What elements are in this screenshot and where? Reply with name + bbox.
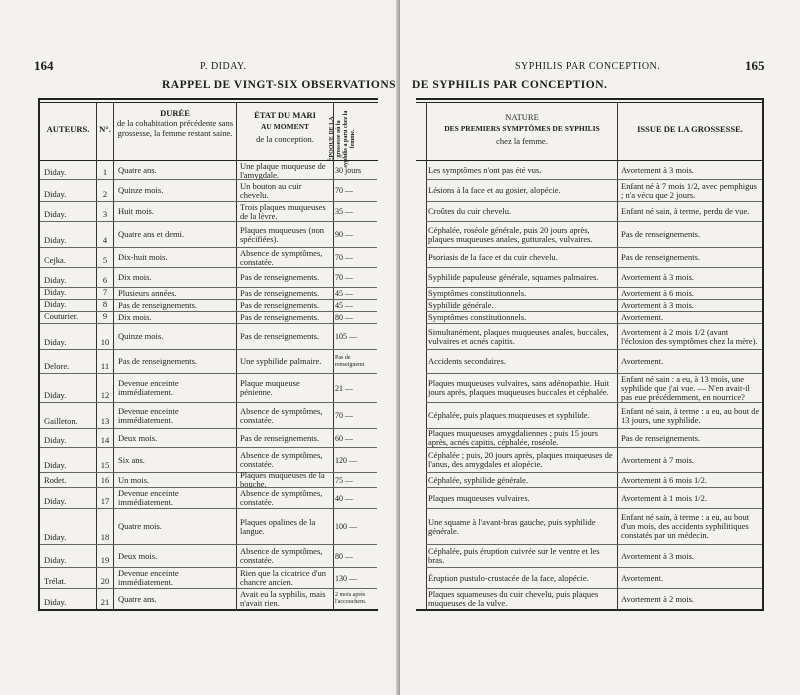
- cell-nature: Croûtes du cuir chevelu.: [428, 206, 512, 216]
- cell-etat: Absence de symptômes, constatée.: [240, 450, 323, 469]
- cell-nature: Céphalée, syphilide générale.: [428, 474, 529, 485]
- table-row-divider: [426, 267, 762, 268]
- cell-nature: Psoriasis de la face et du cuir chevelu.: [428, 252, 558, 262]
- table-row-divider: [40, 267, 377, 268]
- table-row-divider: [426, 247, 762, 248]
- top-rule-left: [38, 98, 378, 100]
- table-row-divider: [426, 472, 762, 473]
- cell-etat: Plaque muqueuse pénienne.: [240, 378, 300, 397]
- cell-duree: Pas de renseignements.: [118, 356, 198, 366]
- table-row-divider: [40, 447, 377, 448]
- cell-etat: Pas de renseignements.: [240, 432, 320, 443]
- header-etat-title: ÉTAT DU MARI: [254, 110, 316, 120]
- table-row-divider: [40, 323, 377, 324]
- cell-nature: Lésions à la face et au gosier, alopécie.: [428, 185, 561, 195]
- cell-numero: 14: [100, 435, 110, 445]
- cell-issue: Avortement à 2 mois 1/2 (avant l'éclosion des symptômes chez la mère).: [621, 326, 758, 346]
- table-row-divider: [40, 373, 377, 374]
- cell-duree: Deux mois.: [118, 550, 158, 561]
- table-row-divider: [426, 221, 762, 222]
- cell-duree: Devenue enceinte immédiatement.: [118, 488, 179, 507]
- cell-epoque: 70 —: [335, 186, 353, 195]
- cell-issue: Avortement.: [621, 312, 664, 322]
- cell-auteur: Diday.: [44, 209, 67, 219]
- cell-nature: Une squame à l'avant-bras gauche, puis syphilide générale.: [428, 516, 596, 536]
- cell-etat: Un bouton au cuir chevelu.: [240, 180, 302, 200]
- cell-nature: Plaques muqueuses vulvaires, sans adénopathie. Huit jours après, plaques muqueuses buccales et céphalée.: [428, 378, 610, 397]
- cell-issue: Avortement à 3 mois.: [621, 550, 695, 561]
- cell-auteur: Diday.: [44, 167, 67, 177]
- cell-auteur: Diday.: [44, 496, 67, 506]
- cell-epoque: 70 —: [335, 253, 353, 262]
- cell-etat: Pas de renseignements.: [240, 288, 320, 298]
- cell-auteur: Delore.: [44, 361, 70, 371]
- cell-epoque: 100 —: [335, 522, 357, 531]
- cell-numero: 19: [100, 555, 110, 565]
- cell-auteur: Diday.: [44, 597, 67, 607]
- cell-numero: 5: [102, 255, 108, 265]
- left-border: [38, 98, 40, 610]
- cell-auteur: Gailleton.: [44, 416, 78, 426]
- cell-epoque: 45 —: [335, 301, 353, 310]
- cell-numero: 15: [100, 460, 110, 470]
- header-bottom-rule-right: [416, 160, 764, 161]
- table-row-divider: [426, 544, 762, 545]
- cell-numero: 7: [102, 287, 108, 297]
- cell-epoque: 45 —: [335, 289, 353, 298]
- cell-nature: Accidents secondaires.: [428, 356, 506, 366]
- table-row-divider: [40, 588, 377, 589]
- cell-etat: Pas de renseignements.: [240, 272, 320, 282]
- table-row-divider: [426, 447, 762, 448]
- cell-issue: Avortement à 1 mois 1/2.: [621, 492, 708, 503]
- header-epoque: ÉPOQUE DE LA grossesse où la syphilis a paru chez la femme.: [329, 110, 356, 168]
- running-head-left: P. DIDAY.: [200, 61, 247, 72]
- cell-issue: Avortement à 2 mois.: [621, 593, 695, 604]
- cell-auteur: Diday.: [44, 460, 67, 470]
- cell-etat: Une plaque muqueuse de l'amygdale.: [240, 160, 326, 180]
- cell-nature: Simultanément, plaques muqueuses anales, buccales, vulvaires et acnés capitis.: [428, 326, 609, 346]
- cell-nature: Céphalée, roséole générale, puis 20 jours après, plaques muqueuses anales, gutturales, vulvaires.: [428, 224, 593, 244]
- cell-epoque: 90 —: [335, 230, 353, 239]
- page-number-right: 165: [745, 58, 765, 73]
- cell-epoque: 70 —: [335, 411, 353, 420]
- header-nature-title: NATURE: [505, 112, 539, 122]
- cell-epoque: 80 —: [335, 313, 353, 322]
- cell-duree: Quatre ans.: [118, 593, 157, 604]
- cell-numero: 8: [102, 299, 108, 309]
- cell-issue: Enfant né sain, à terme, perdu de vue.: [621, 206, 750, 216]
- cell-etat: Pas de renseignements.: [240, 312, 320, 322]
- cell-epoque: 80 —: [335, 551, 353, 561]
- cell-duree: Quatre mois.: [118, 521, 162, 531]
- cell-duree: Plusieurs années.: [118, 288, 177, 298]
- cell-auteur: Diday.: [44, 235, 67, 245]
- page-number-left: 164: [34, 58, 54, 73]
- header-issue: ISSUE DE LA GROSSESSE.: [637, 124, 743, 134]
- top-rule-left-2: [38, 102, 378, 103]
- cell-nature: Syphilide générale.: [428, 300, 494, 310]
- cell-auteur: Diday.: [44, 299, 67, 309]
- cell-nature: Éruption pustulo-crustacée de la face, alopécie.: [428, 572, 589, 583]
- cell-duree: Huit mois.: [118, 206, 154, 216]
- cell-nature: Plaques muqueuses amygdaliennes ; puis 15 jours après, acnés capitis, céphalée, roséole.: [428, 428, 598, 447]
- cell-numero: 3: [102, 209, 108, 219]
- cell-duree: Devenue enceinte immédiatement.: [118, 568, 179, 587]
- table-row-divider: [40, 179, 377, 180]
- cell-numero: 16: [100, 475, 110, 485]
- table-row-divider: [40, 508, 377, 509]
- cell-numero: 12: [100, 390, 110, 400]
- cell-auteur: Diday.: [44, 189, 67, 199]
- cell-epoque: Pas de renseignemt: [335, 354, 365, 368]
- cell-duree: Devenue enceinte immédiatement.: [118, 378, 179, 397]
- cell-issue: Avortement à 3 mois.: [621, 272, 695, 282]
- table-row-divider: [40, 487, 377, 488]
- cell-issue: Enfant né sain : a eu, à 13 mois, une syphilide que j'ai vue. — N'en avait-il pas eue précédemment, en nourrice?: [621, 373, 750, 402]
- table-row-divider: [426, 323, 762, 324]
- cell-epoque: 60 —: [335, 433, 353, 443]
- cell-duree: Dix mois.: [118, 312, 152, 322]
- cell-nature: Céphalée, puis éruption cuivrée sur le ventre et les bras.: [428, 546, 600, 565]
- header-duree-desc: de la cohabitation précédente sans grossesse, la femme restant saine.: [116, 118, 234, 138]
- cell-numero: 2: [102, 189, 108, 199]
- cell-issue: Enfant né sain, à terme : a eu, au bout de 13 jours, une syphilide.: [621, 405, 760, 425]
- table-row-divider: [426, 179, 762, 180]
- cell-issue: Avortement.: [621, 356, 664, 366]
- cell-etat: Rien que la cicatrice d'un chancre ancien.: [240, 568, 327, 587]
- cell-auteur: Diday.: [44, 532, 67, 542]
- cell-etat: Avait eu la syphilis, mais n'avait rien.: [240, 589, 326, 608]
- cell-epoque: 35 —: [335, 207, 353, 216]
- cell-issue: Avortement.: [621, 572, 664, 583]
- right-page: [400, 0, 800, 695]
- cell-etat: Pas de renseignements.: [240, 300, 320, 310]
- cell-auteur: Diday.: [44, 435, 67, 445]
- cell-nature: Les symptômes n'ont pas été vus.: [428, 165, 542, 175]
- cell-etat: Absence de symptômes, constatée.: [240, 488, 323, 507]
- table-title-right: DE SYPHILIS PAR CONCEPTION.: [412, 79, 608, 91]
- right-border: [762, 98, 764, 610]
- cell-etat: Absence de symptômes, constatée.: [240, 546, 323, 565]
- cell-nature: Symptômes constitutionnels.: [428, 312, 527, 322]
- cell-duree: Quatre ans.: [118, 165, 157, 175]
- cell-epoque: 70 —: [335, 273, 353, 282]
- cell-duree: Dix mois.: [118, 272, 152, 282]
- cell-auteur: Diday.: [44, 337, 67, 347]
- cell-numero: 17: [100, 496, 110, 506]
- cell-issue: Enfant né sain, à terme : a eu, au bout d'un mois, des accidents syphilitiques constatés par un médecin.: [621, 512, 750, 540]
- table-row-divider: [426, 349, 762, 350]
- cell-epoque: 75 —: [335, 475, 353, 485]
- top-rule-right: [416, 98, 764, 100]
- header-etat-moment: AU MOMENT: [260, 122, 310, 131]
- cell-issue: Enfant né à 7 mois 1/2, avec pemphigus ; n'a vécu que 2 jours.: [621, 180, 757, 200]
- cell-auteur: Trélat.: [44, 576, 67, 586]
- cell-issue: Pas de renseignements.: [621, 229, 701, 239]
- top-rule-right-2: [416, 102, 764, 103]
- cell-etat: Plaques opalines de la langue.: [240, 516, 316, 536]
- cell-numero: 4: [102, 235, 108, 245]
- table-row-divider: [426, 567, 762, 568]
- table-row-divider: [40, 221, 377, 222]
- cell-numero: 18: [100, 532, 110, 542]
- header-nature-desc: DES PREMIERS SYMPTÔMES DE SYPHILIS: [444, 124, 600, 133]
- running-head-right: SYPHILIS PAR CONCEPTION.: [515, 61, 661, 72]
- cell-etat: Une syphilide palmaire.: [240, 356, 322, 366]
- header-numero: N°.: [99, 124, 111, 134]
- header-auteurs: AUTEURS.: [46, 124, 90, 134]
- cell-duree: Un mois.: [118, 474, 150, 485]
- cell-issue: Avortement à 6 mois 1/2.: [621, 474, 708, 485]
- cell-auteur: Cejka.: [44, 255, 66, 265]
- cell-numero: 1: [102, 167, 108, 177]
- cell-epoque: 2 mois après l'accouchem.: [335, 592, 367, 605]
- header-nature-femme: chez la femme.: [496, 136, 548, 146]
- header-duree-title: DURÉE: [160, 108, 190, 118]
- cell-duree: Quinze mois.: [118, 185, 164, 195]
- cell-auteur: Diday.: [44, 287, 67, 297]
- cell-auteur: Diday.: [44, 390, 67, 400]
- cell-issue: Avortement à 6 mois.: [621, 288, 695, 298]
- cell-etat: Absence de symptômes, constatée.: [240, 405, 323, 425]
- header-etat-conception: de la conception.: [256, 134, 314, 144]
- cell-etat: Absence de symptômes, constatée.: [240, 247, 323, 267]
- cell-auteur: Rodet.: [44, 475, 67, 485]
- cell-numero: 11: [100, 361, 110, 371]
- cell-duree: Dix-huit mois.: [118, 252, 168, 262]
- table-row-divider: [40, 402, 377, 403]
- cell-auteur: Couturier.: [44, 311, 79, 321]
- cell-epoque: 130 —: [335, 573, 357, 583]
- cell-nature: Céphalée ; puis, 20 jours après, plaques muqueuses de l'anus, des amygdales et alopécie.: [428, 450, 613, 469]
- cell-etat: Trois plaques muqueuses de la lèvre.: [240, 201, 326, 221]
- cell-auteur: Diday.: [44, 275, 67, 285]
- cell-numero: 9: [102, 311, 108, 321]
- cell-nature: Plaques squameuses du cuir chevelu, puis plaques muqueuses de la vulve.: [428, 589, 599, 608]
- cell-nature: Symptômes constitutionnels.: [428, 288, 527, 298]
- cell-numero: 20: [100, 576, 110, 586]
- cell-auteur: Diday.: [44, 555, 67, 565]
- cell-duree: Devenue enceinte immédiatement.: [118, 405, 179, 425]
- cell-issue: Avortement à 3 mois.: [621, 300, 695, 310]
- cell-duree: Quatre ans et demi.: [118, 229, 185, 239]
- cell-nature: Céphalée, puis plaques muqueuses et syphilide.: [428, 410, 590, 420]
- table-row-divider: [426, 487, 762, 488]
- cell-numero: 21: [100, 597, 110, 607]
- cell-epoque: 30 jours: [335, 166, 361, 175]
- cell-numero: 10: [100, 337, 110, 347]
- cell-nature: Syphilide papuleuse générale, squames palmaires.: [428, 272, 599, 282]
- cell-epoque: 40 —: [335, 493, 353, 503]
- cell-numero: 13: [100, 416, 110, 426]
- cell-duree: Pas de renseignements.: [118, 300, 198, 310]
- cell-etat: Pas de renseignements.: [240, 331, 320, 341]
- cell-duree: Six ans.: [118, 454, 145, 465]
- table-row-divider: [40, 544, 377, 545]
- cell-epoque: 105 —: [335, 332, 357, 341]
- bottom-rule-right: [416, 609, 764, 611]
- cell-issue: Avortement à 3 mois.: [621, 165, 695, 175]
- table-row-divider: [426, 402, 762, 403]
- cell-issue: Avortement à 7 mois.: [621, 454, 695, 465]
- cell-epoque: 21 —: [335, 383, 353, 393]
- cell-nature: Plaques muqueuses vulvaires.: [428, 492, 530, 503]
- cell-epoque: 120 —: [335, 455, 357, 465]
- cell-etat: Plaques muqueuses (non spécifiées).: [240, 224, 325, 244]
- table-row-divider: [40, 567, 377, 568]
- table-row-divider: [40, 428, 377, 429]
- cell-issue: Pas de renseignements.: [621, 432, 701, 443]
- bottom-rule-left: [38, 609, 378, 611]
- cell-duree: Deux mois.: [118, 432, 158, 443]
- cell-duree: Quinze mois.: [118, 331, 164, 341]
- table-row-divider: [426, 508, 762, 509]
- cell-issue: Pas de renseignements.: [621, 252, 701, 262]
- table-row-divider: [40, 349, 377, 350]
- table-title-left: RAPPEL DE VINGT-SIX OBSERVATIONS: [162, 79, 397, 91]
- table-row-divider: [426, 201, 762, 202]
- cell-etat: Plaques muqueuses de la bouche.: [240, 470, 325, 489]
- cell-numero: 6: [102, 275, 108, 285]
